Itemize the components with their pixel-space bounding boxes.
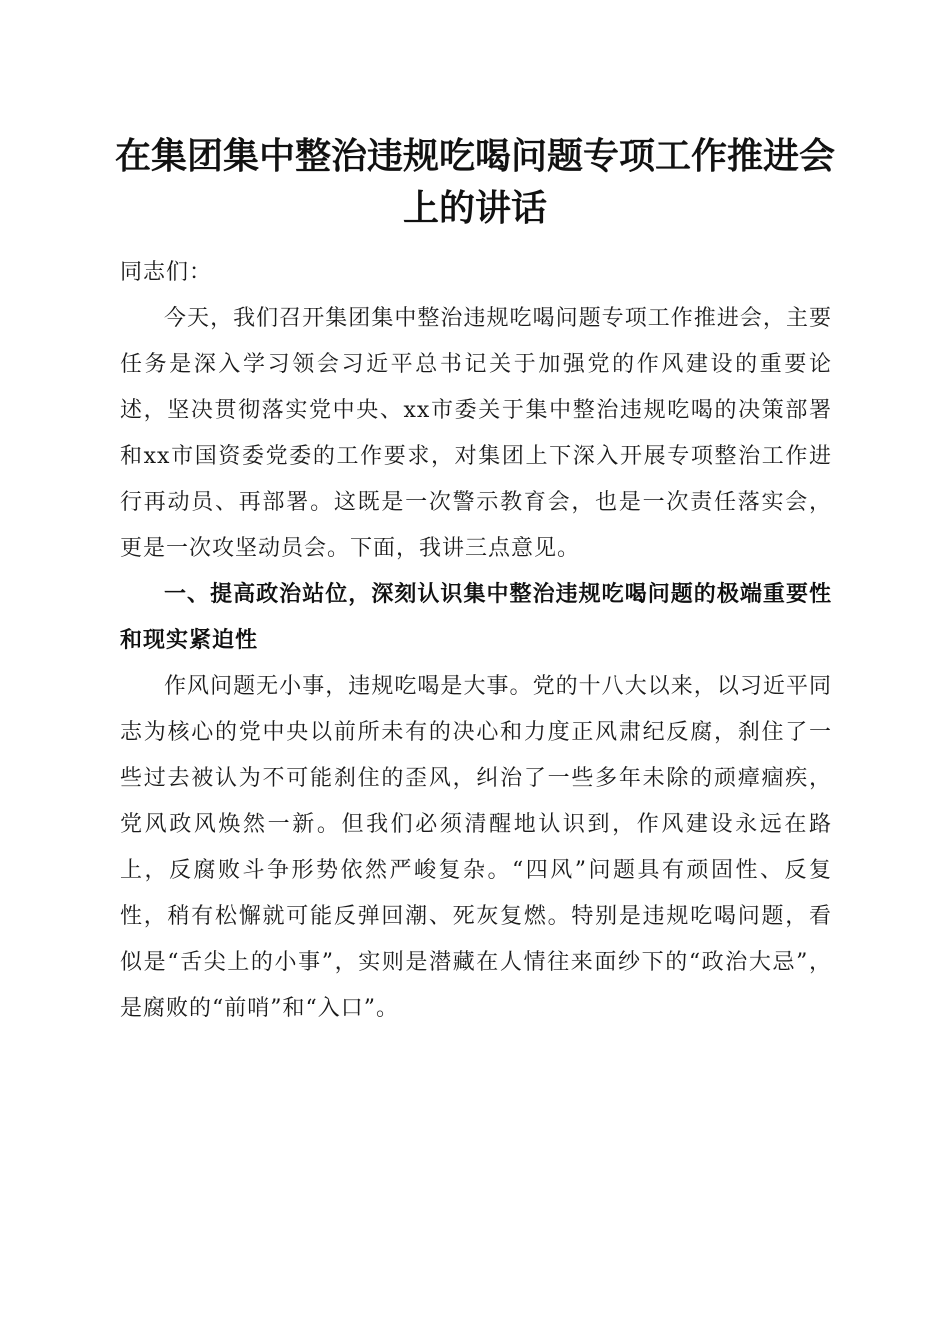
greeting: 同志们： bbox=[120, 260, 213, 285]
section-heading: 一、提高政治站位，深刻认识集中整治违规吃喝问题的极端重要性和现实紧迫性 bbox=[120, 582, 832, 653]
document-title: 在集团集中整治违规吃喝问题专项工作推进会上的讲话 bbox=[114, 135, 835, 229]
intro-paragraph: 今天，我们召开集团集中整治违规吃喝问题专项工作推进会，主要任务是深入学习领会习近平总书记关于加强党的作风建设的重要论述，坚决贯彻落实党中央、xx市委关于集中整治违规吃喝的决策部署和xx市国资委党委的工作要求，对集团上下深入开展专项整治工作进行再动员、再部署。这既是一次警示教育会，也是一次责任落实会，更是一次攻坚动员会。下面，我讲三点意见。 bbox=[120, 306, 832, 561]
section-paragraph: 作风问题无小事，违规吃喝是大事。党的十八大以来，以习近平同志为核心的党中央以前所未有的决心和力度正风肃纪反腐，刹住了一些过去被认为不可能刹住的歪风，纠治了一些多年未除的顽瘴痼疾，党风政风焕然一新。但我们必须清醒地认识到，作风建设永远在路上，反腐败斗争形势依然严峻复杂。“四风”问题具有顽固性、反复性，稍有松懈就可能反弹回潮、死灰复燃。特别是违规吃喝问题，看似是“舌尖上的小事”，实则是潜藏在人情往来面纱下的“政治大忌”，是腐败的“前哨”和“入口”。 bbox=[120, 674, 832, 1021]
document-body bbox=[120, 250, 832, 1032]
